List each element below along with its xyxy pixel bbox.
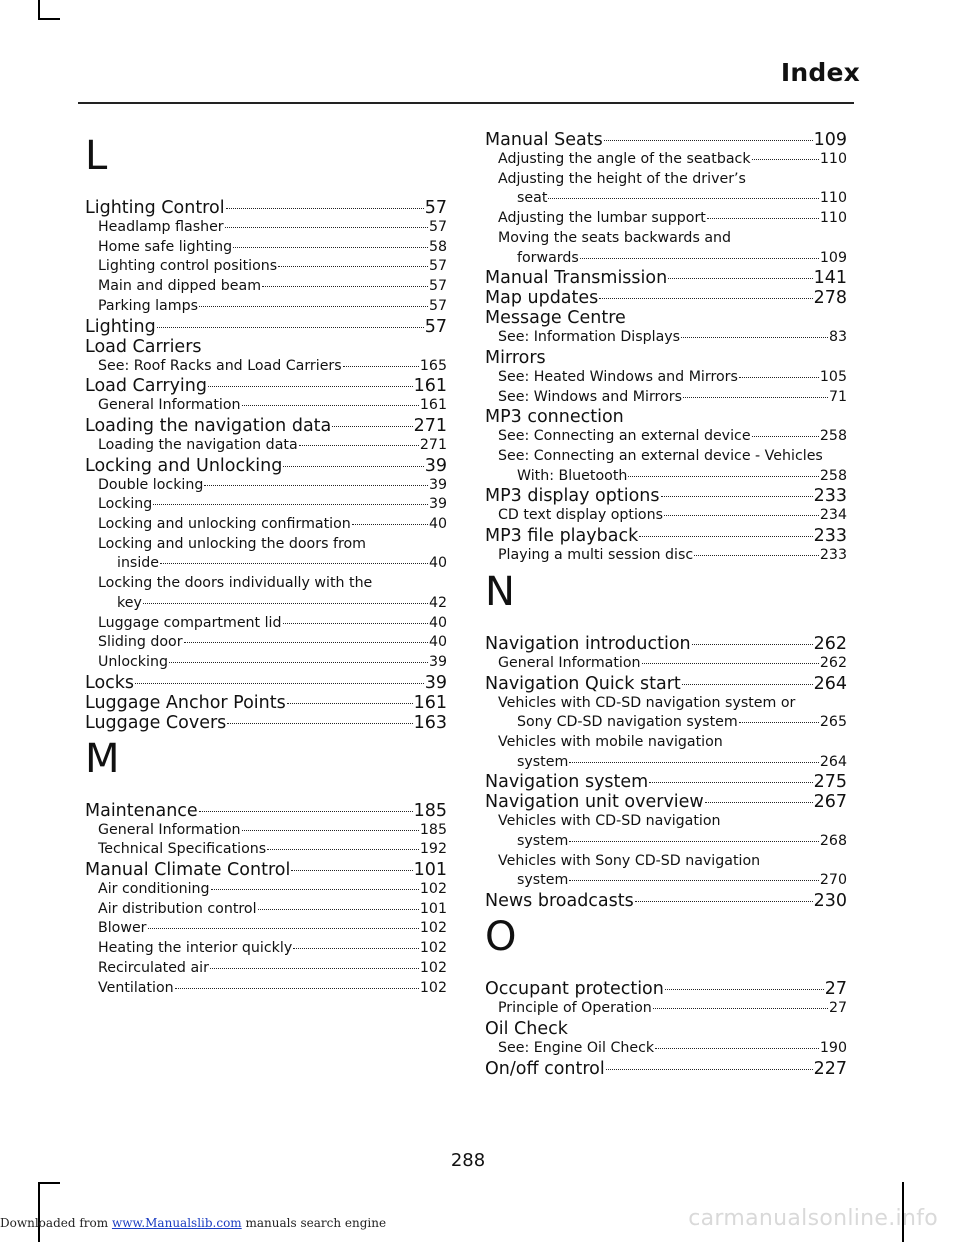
dot-leader	[683, 397, 828, 398]
entry-label: Lighting control positions	[98, 258, 278, 275]
page-ref: 270	[819, 872, 847, 889]
dot-leader	[160, 563, 428, 564]
entry-label: Double locking	[98, 476, 204, 493]
entry-label: Loading the navigation data	[85, 415, 332, 436]
page-ref: 264	[819, 753, 847, 770]
dot-leader	[668, 278, 812, 279]
entry-label: MP3 file playback	[485, 526, 639, 547]
index-subentry[interactable]	[485, 229, 847, 268]
page-ref: 190	[819, 1039, 847, 1056]
dot-leader	[157, 327, 424, 328]
page-ref: 102	[419, 940, 447, 957]
page-ref: 57	[428, 258, 447, 275]
section-letter: N	[485, 568, 515, 615]
page-ref: 271	[419, 436, 447, 453]
entry-label-continued: system	[517, 833, 569, 850]
index-subentry[interactable]	[485, 427, 847, 447]
dot-leader	[184, 642, 428, 643]
entry-label-continued: inside	[117, 555, 160, 572]
dot-leader	[175, 988, 419, 989]
dot-leader	[143, 603, 428, 604]
entry-label: Recirculated air	[98, 959, 209, 976]
page-ref: 102	[419, 979, 447, 996]
index-entry[interactable]	[485, 634, 847, 654]
dot-leader	[169, 662, 428, 663]
entry-label: Unlocking	[98, 653, 168, 670]
entry-label: Lighting Control	[85, 198, 225, 218]
index-heading: Mirrors	[485, 347, 546, 368]
page-ref: 40	[428, 634, 447, 651]
entry-continuation	[498, 713, 847, 733]
entry-label: Locking and unlocking confirmation	[98, 516, 351, 533]
dot-leader	[569, 880, 819, 881]
entry-label: Navigation Quick start	[485, 673, 681, 694]
index-heading: MP3 connection	[485, 407, 624, 428]
index-column-right	[485, 130, 847, 1079]
entry-label: Blower	[98, 920, 147, 937]
page-ref: 278	[813, 288, 847, 309]
entry-label: See: Windows and Mirrors	[498, 388, 682, 405]
entry-continuation	[98, 594, 447, 614]
index-entry[interactable]	[85, 198, 447, 218]
entry-label: Manual Climate Control	[85, 860, 291, 881]
page-ref: 185	[419, 821, 447, 838]
dot-leader	[153, 504, 428, 505]
entry-label: General Information	[98, 821, 241, 838]
dot-leader	[227, 723, 412, 724]
entry-label: Home safe lighting	[98, 238, 233, 255]
entry-label: Occupant protection	[485, 979, 664, 1000]
dot-leader	[242, 405, 419, 406]
page-ref: 109	[813, 130, 847, 150]
index-entry[interactable]	[85, 801, 447, 821]
entry-label: Adjusting the angle of the seatback	[498, 151, 751, 167]
entry-label-continued: system	[517, 753, 569, 770]
page-ref: 264	[813, 673, 847, 694]
index-subentry[interactable]	[85, 574, 447, 613]
index-entry[interactable]	[85, 713, 447, 733]
index-subentry[interactable]	[85, 495, 447, 515]
index-subentry[interactable]	[485, 546, 847, 566]
page-ref: 230	[813, 891, 847, 912]
dot-leader	[661, 496, 813, 497]
index-entry[interactable]	[485, 526, 847, 546]
index-entry[interactable]	[485, 772, 847, 792]
entry-continuation	[498, 753, 847, 773]
index-entry[interactable]	[85, 693, 447, 713]
page-ref: 57	[424, 316, 447, 337]
index-subentry[interactable]	[85, 959, 447, 979]
page-ref: 102	[419, 881, 447, 898]
entry-label: Maintenance	[85, 800, 198, 821]
index-subentry[interactable]	[485, 852, 847, 891]
index-subentry[interactable]	[85, 880, 447, 900]
index-subentry[interactable]	[485, 388, 847, 408]
page-ref: 163	[413, 712, 447, 733]
index-entry[interactable]	[485, 1059, 847, 1079]
crop-mark	[38, 18, 60, 20]
entry-label: Adjusting the height of the driver’s	[498, 170, 746, 187]
page-ref: 101	[413, 860, 447, 881]
page-ref: 234	[819, 507, 847, 524]
entry-label: Vehicles with Sony CD-SD navigation	[498, 852, 761, 869]
index-subentry[interactable]	[85, 238, 447, 258]
entry-label-continued: With: Bluetooth	[517, 467, 628, 484]
entry-label: See: Heated Windows and Mirrors	[498, 368, 738, 385]
dot-leader	[225, 227, 428, 228]
entry-label: Air conditioning	[98, 881, 210, 898]
entry-continuation	[498, 871, 847, 891]
page-ref: 57	[428, 219, 447, 235]
page-ref: 271	[413, 415, 447, 436]
dot-leader	[293, 948, 419, 949]
page-ref: 110	[819, 151, 847, 167]
dot-leader	[135, 683, 424, 684]
entry-label: Locking	[98, 496, 153, 513]
dot-leader	[580, 258, 819, 259]
page-ref: 57	[424, 198, 447, 218]
entry-label-continued: forwards	[517, 249, 579, 266]
index-subentry[interactable]	[485, 1039, 847, 1059]
page-ref: 161	[419, 397, 447, 414]
page-ref: 40	[428, 555, 447, 572]
index-entry[interactable]	[485, 674, 847, 694]
page-ref: 161	[413, 376, 447, 397]
page-ref: 105	[819, 368, 847, 385]
index-entry[interactable]	[485, 979, 847, 999]
entry-label: Air distribution control	[98, 900, 257, 917]
page-ref: 110	[819, 190, 847, 207]
section-letter: L	[85, 133, 108, 179]
page-ref: 141	[813, 268, 847, 289]
entry-label: MP3 display options	[485, 486, 660, 507]
entry-label: Vehicles with mobile navigation	[498, 733, 723, 750]
entry-label: Luggage Anchor Points	[85, 692, 286, 713]
dot-leader	[739, 722, 819, 723]
index-subentry[interactable]	[485, 328, 847, 348]
page-ref: 267	[813, 792, 847, 813]
page-ref: 258	[819, 428, 847, 445]
index-entry[interactable]	[485, 891, 847, 911]
page-ref: 39	[424, 455, 447, 476]
page-ref: 40	[428, 516, 447, 533]
index-subentry[interactable]	[85, 297, 447, 317]
page-ref: 71	[828, 388, 847, 405]
entry-continuation	[498, 467, 847, 487]
index-subentry[interactable]	[485, 447, 847, 486]
page-ref: 39	[424, 672, 447, 693]
page-ref: 185	[413, 800, 447, 821]
entry-label: Manual Seats	[485, 130, 603, 150]
page-ref: 262	[813, 633, 847, 654]
entry-label: News broadcasts	[485, 891, 634, 912]
index-subentry[interactable]	[85, 515, 447, 535]
page-ref: 258	[819, 467, 847, 484]
entry-label: Locking and unlocking the doors from	[98, 535, 366, 552]
entry-label: Playing a multi session disc	[498, 547, 694, 564]
entry-label: Locking and Unlocking	[85, 455, 283, 476]
dot-leader	[548, 198, 819, 199]
entry-label: Navigation system	[485, 772, 649, 793]
dot-leader	[258, 909, 419, 910]
entry-label: Main and dipped beam	[98, 278, 262, 295]
page-ref: 102	[419, 920, 447, 937]
dot-leader	[199, 306, 428, 307]
dot-leader	[692, 644, 813, 645]
entry-label: Locks	[85, 672, 135, 693]
index-entry[interactable]	[485, 130, 847, 150]
entry-label: Map updates	[485, 288, 599, 309]
entry-continuation	[498, 249, 847, 269]
dot-leader	[665, 989, 824, 990]
page-ref: 109	[819, 249, 847, 266]
page-ref: 102	[419, 959, 447, 976]
index-heading: Oil Check	[485, 1018, 568, 1039]
page-ref: 101	[419, 900, 447, 917]
dot-leader	[642, 663, 819, 664]
dot-leader	[343, 366, 419, 367]
page-ref: 83	[828, 329, 847, 346]
entry-label: Luggage compartment lid	[98, 614, 282, 631]
index-subentry[interactable]	[85, 919, 447, 939]
page-ref: 58	[428, 238, 447, 255]
index-subentry[interactable]	[85, 900, 447, 920]
dot-leader	[752, 436, 819, 437]
entry-label: General Information	[98, 397, 241, 414]
dot-leader	[752, 159, 819, 160]
entry-label: Adjusting the lumbar support	[498, 210, 706, 227]
index-subentry[interactable]	[85, 476, 447, 496]
index-subentry[interactable]	[485, 170, 847, 209]
index-entry[interactable]	[85, 860, 447, 880]
header-rule	[78, 102, 854, 104]
entry-label: Vehicles with CD-SD navigation	[498, 813, 721, 830]
page-ref: 227	[813, 1058, 847, 1079]
footer-prefix: Downloaded from	[0, 1216, 112, 1230]
section-letter: M	[85, 735, 120, 782]
entry-label: On/off control	[485, 1058, 605, 1079]
dot-leader	[233, 247, 428, 248]
entry-label: Loading the navigation data	[98, 436, 298, 453]
index-subentry[interactable]	[85, 614, 447, 634]
index-subentry[interactable]	[85, 653, 447, 673]
index-subentry[interactable]	[85, 840, 447, 860]
page-ref: 39	[428, 476, 447, 493]
dot-leader	[739, 377, 819, 378]
index-subentry[interactable]	[85, 218, 447, 238]
entry-label: Principle of Operation	[498, 1000, 652, 1017]
entry-continuation	[98, 554, 447, 574]
dot-leader	[352, 524, 428, 525]
page-ref: 262	[819, 654, 847, 671]
page-number: 288	[450, 1150, 486, 1171]
entry-label: Lighting	[85, 316, 156, 337]
dot-leader	[278, 266, 428, 267]
entry-label-continued: Sony CD-SD navigation system	[517, 714, 738, 731]
dot-leader	[204, 485, 428, 486]
index-subentry[interactable]	[85, 436, 447, 456]
dot-leader	[148, 928, 419, 929]
page-ref: 42	[428, 594, 447, 611]
dot-leader	[694, 555, 819, 556]
page-title: Index	[780, 58, 860, 87]
index-column-left	[85, 130, 447, 998]
dot-leader	[604, 140, 813, 141]
page-ref: 39	[428, 496, 447, 513]
entry-label-continued: seat	[517, 190, 548, 207]
dot-leader	[267, 849, 419, 850]
dot-leader	[299, 445, 419, 446]
dot-leader	[569, 841, 819, 842]
page-ref: 110	[819, 210, 847, 227]
index-subentry[interactable]	[85, 821, 447, 841]
page-ref: 233	[813, 526, 847, 547]
dot-leader	[199, 811, 413, 812]
entry-label: See: Engine Oil Check	[498, 1039, 655, 1056]
page-ref: 161	[413, 692, 447, 713]
index-entry[interactable]	[485, 792, 847, 812]
index-subentry[interactable]	[485, 654, 847, 674]
page-ref: 57	[428, 297, 447, 314]
entry-label: Manual Transmission	[485, 268, 668, 289]
dot-leader	[242, 830, 419, 831]
index-heading: Message Centre	[485, 308, 626, 329]
page-ref: 39	[428, 653, 447, 670]
dot-leader	[635, 901, 813, 902]
entry-label: Sliding door	[98, 634, 183, 651]
dot-leader	[705, 802, 813, 803]
entry-label: See: Information Displays	[498, 329, 681, 346]
index-subentry[interactable]	[85, 277, 447, 297]
index-entry[interactable]	[85, 376, 447, 396]
entry-label: Ventilation	[98, 979, 174, 996]
dot-leader	[628, 476, 819, 477]
dot-leader	[682, 684, 813, 685]
index-heading: Load Carriers	[85, 336, 202, 357]
page-ref: 275	[813, 772, 847, 793]
index-subentry[interactable]	[485, 368, 847, 388]
dot-leader	[664, 515, 819, 516]
index-subentry[interactable]	[85, 257, 447, 277]
index-subentry[interactable]	[485, 733, 847, 772]
footer-link[interactable]: www.Manualslib.com	[111, 1216, 242, 1230]
dot-leader	[291, 870, 412, 871]
dot-leader	[283, 623, 428, 624]
dot-leader	[569, 762, 819, 763]
download-footer	[0, 1216, 386, 1230]
dot-leader	[653, 1008, 828, 1009]
entry-label: Load Carrying	[85, 376, 207, 397]
dot-leader	[707, 218, 819, 219]
index-subentry[interactable]	[485, 812, 847, 851]
crop-mark	[38, 1182, 40, 1242]
index-subentry[interactable]	[85, 396, 447, 416]
index-subentry[interactable]	[85, 979, 447, 999]
section-letter: O	[485, 914, 517, 961]
entry-label: Moving the seats backwards and	[498, 229, 732, 246]
entry-label: CD text display options	[498, 507, 663, 524]
entry-label: Luggage Covers	[85, 712, 227, 733]
index-subentry[interactable]	[485, 694, 847, 733]
entry-label: See: Connecting an external device	[498, 428, 751, 445]
entry-label: Navigation unit overview	[485, 792, 704, 813]
page-ref: 192	[419, 841, 447, 858]
dot-leader	[262, 286, 428, 287]
index-entry[interactable]	[85, 456, 447, 476]
page-ref: 165	[419, 357, 447, 374]
index-subentry[interactable]	[85, 633, 447, 653]
crop-mark	[38, 1182, 60, 1184]
entry-label-continued: key	[117, 594, 142, 611]
dot-leader	[681, 337, 828, 338]
index-entry[interactable]	[485, 486, 847, 506]
index-subentry[interactable]	[85, 535, 447, 574]
entry-label: Locking the doors individually with the	[98, 575, 373, 592]
index-entry[interactable]	[485, 288, 847, 308]
dot-leader	[599, 298, 812, 299]
page-ref: 233	[813, 486, 847, 507]
page-ref: 40	[428, 614, 447, 631]
crop-mark	[38, 0, 40, 20]
index-subentry[interactable]	[485, 150, 847, 170]
dot-leader	[226, 208, 424, 209]
dot-leader	[655, 1048, 819, 1049]
index-entry[interactable]	[485, 268, 847, 288]
entry-continuation	[498, 832, 847, 852]
entry-label: Headlamp flasher	[98, 219, 224, 235]
dot-leader	[639, 536, 812, 537]
page-ref: 57	[428, 278, 447, 295]
page-ref: 265	[819, 714, 847, 731]
dot-leader	[210, 968, 419, 969]
watermark: carmanualsonline.info	[688, 1206, 938, 1231]
dot-leader	[211, 889, 419, 890]
index-entry[interactable]	[85, 673, 447, 693]
page-ref: 27	[824, 979, 847, 1000]
dot-leader	[208, 386, 413, 387]
index-entry[interactable]	[85, 317, 447, 337]
page-ref: 268	[819, 833, 847, 850]
dot-leader	[283, 466, 423, 467]
entry-label: Heating the interior quickly	[98, 940, 293, 957]
index-subentry[interactable]	[85, 939, 447, 959]
index-subentry[interactable]	[485, 209, 847, 229]
page-ref: 27	[828, 1000, 847, 1017]
index-subentry[interactable]	[485, 506, 847, 526]
entry-label: See: Roof Racks and Load Carriers	[98, 357, 342, 374]
index-subentry[interactable]	[485, 999, 847, 1019]
entry-label: See: Connecting an external device - Vehicles	[498, 448, 823, 465]
index-subentry[interactable]	[85, 357, 447, 377]
dot-leader	[649, 782, 812, 783]
entry-continuation	[498, 189, 847, 209]
entry-label: Navigation introduction	[485, 633, 691, 654]
dot-leader	[332, 426, 412, 427]
entry-label: Vehicles with CD-SD navigation system or	[498, 694, 796, 711]
entry-label-continued: system	[517, 872, 569, 889]
entry-label: Parking lamps	[98, 297, 198, 314]
entry-label: Technical Specifications	[98, 841, 267, 858]
page-ref: 233	[819, 547, 847, 564]
entry-label: General Information	[498, 654, 641, 671]
index-entry[interactable]	[85, 416, 447, 436]
dot-leader	[606, 1069, 813, 1070]
dot-leader	[287, 703, 413, 704]
footer-suffix: manuals search engine	[241, 1216, 387, 1230]
